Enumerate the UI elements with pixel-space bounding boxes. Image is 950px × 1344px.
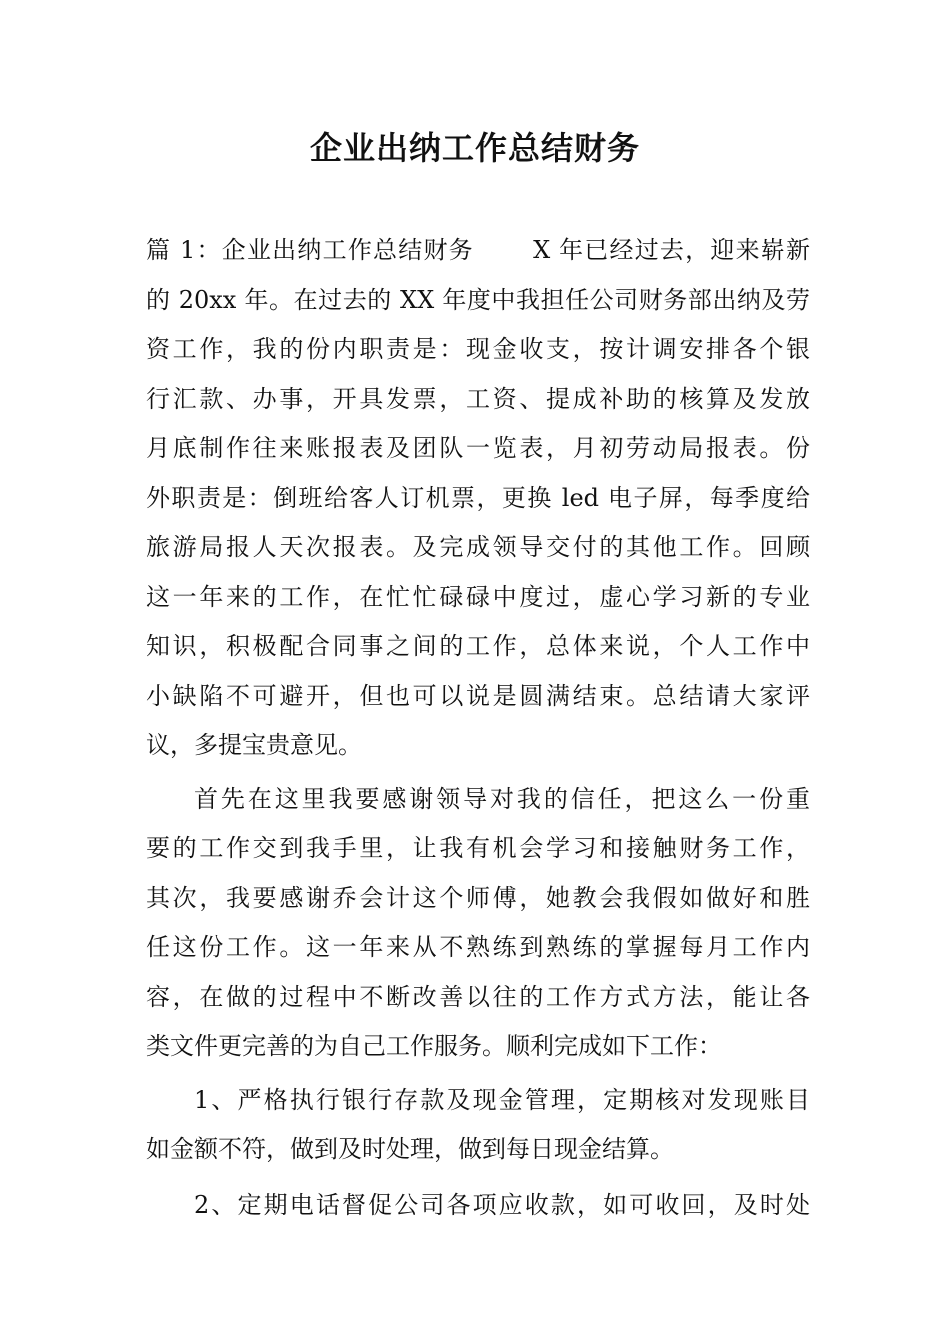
text-line: 的 20xx 年。在过去的 XX 年度中我担任公司财务部出纳及劳 bbox=[146, 285, 810, 314]
text-line: 外职责是：倒班给客人订机票，更换 led 电子屏，每季度给 bbox=[146, 483, 810, 512]
text-line: 容，在做的过程中不断改善以往的工作方式方法，能让各 bbox=[146, 982, 810, 1011]
text-line: 如金额不符，做到及时处理，做到每日现金结算。 bbox=[146, 1135, 674, 1163]
text-line: 首先在这里我要感谢领导对我的信任，把这么一份重 bbox=[194, 784, 810, 813]
text-line: 小缺陷不可避开，但也可以说是圆满结束。总结请大家评 bbox=[146, 681, 810, 710]
text-line: 类文件更完善的为自己工作服务。顺利完成如下工作： bbox=[146, 1032, 722, 1060]
text-line: 月底制作往来账报表及团队一览表，月初劳动局报表。份 bbox=[146, 434, 810, 462]
text-line: 篇 1：企业出纳工作总结财务 X 年已经过去，迎来崭新 bbox=[146, 236, 810, 264]
text-line: 行汇款、办事，开具发票，工资、提成补助的核算及发放 bbox=[146, 384, 810, 413]
text-line: 2、定期电话督促公司各项应收款，如可收回，及时处 bbox=[194, 1190, 810, 1219]
text-line: 这一年来的工作，在忙忙碌碌中度过，虚心学习新的专业 bbox=[146, 582, 810, 611]
text-line: 任这份工作。这一年来从不熟练到熟练的掌握每月工作内 bbox=[146, 933, 810, 961]
document-title: 企业出纳工作总结财务 bbox=[309, 129, 640, 167]
text-line: 要的工作交到我手里，让我有机会学习和接触财务工作， bbox=[146, 834, 810, 862]
text-line: 知识，积极配合同事之间的工作，总体来说，个人工作中 bbox=[146, 632, 810, 660]
text-line: 资工作，我的份内职责是：现金收支，按计调安排各个银 bbox=[146, 335, 810, 363]
text-line: 其次，我要感谢乔会计这个师傅，她教会我假如做好和胜 bbox=[146, 883, 810, 912]
text-line: 1、严格执行银行存款及现金管理，定期核对发现账目 bbox=[194, 1085, 810, 1114]
text-line: 旅游局报人天次报表。及完成领导交付的其他工作。回顾 bbox=[146, 533, 810, 561]
document-body bbox=[146, 226, 810, 1230]
text-line: 议，多提宝贵意见。 bbox=[146, 731, 362, 759]
